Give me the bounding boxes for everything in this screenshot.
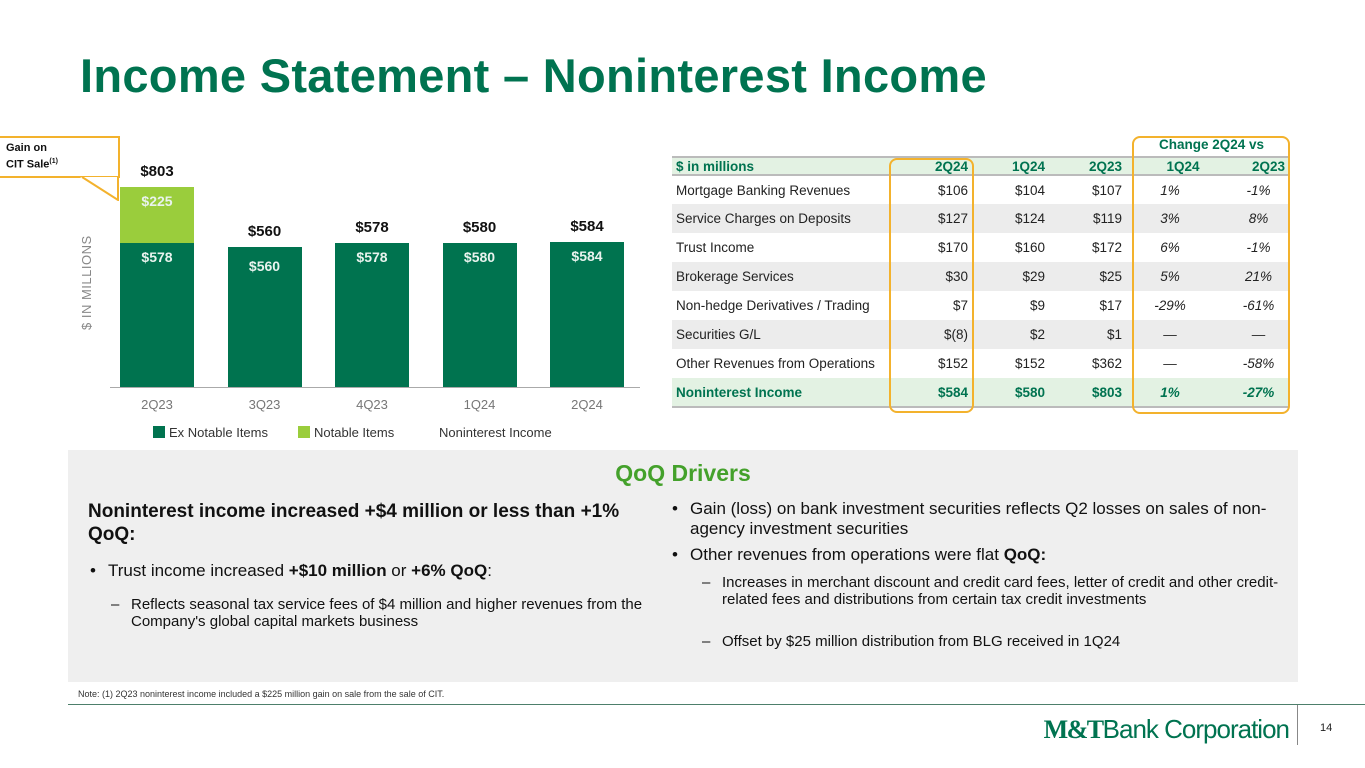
- table-cell: Trust Income: [676, 240, 755, 255]
- table-cell: 1%: [1126, 378, 1214, 407]
- table-cell: $29: [972, 262, 1049, 291]
- table-cell: $7: [952, 298, 968, 313]
- logo-mt: M&T: [1043, 715, 1103, 744]
- table-cell: $25: [1049, 262, 1126, 291]
- left-heading: Noninterest income increased +$4 million or less than +1% QoQ:: [88, 501, 620, 545]
- bar-value-label: $225: [141, 192, 173, 209]
- left-bullet: [108, 561, 628, 581]
- legend-ex-notable: [153, 425, 268, 440]
- company-logo: [1044, 714, 1289, 745]
- x-tick-label: 2Q24: [571, 397, 603, 412]
- table-cell: —: [1163, 356, 1177, 371]
- bar-value-label: $580: [463, 248, 496, 265]
- x-tick-label: 4Q23: [356, 397, 388, 412]
- bar-value-label: $578: [356, 249, 388, 265]
- table-cell: $119: [1049, 204, 1126, 233]
- left-sub-bullet: – Reflects seasonal tax service fees of $4 million and higher revenues from the Company's global capital markets business: [131, 596, 651, 630]
- table-cell: -61%: [1242, 298, 1275, 313]
- table-cell: $170: [937, 240, 968, 255]
- page-number: 14: [1320, 722, 1333, 734]
- legend-label: Noninterest Income: [439, 425, 552, 440]
- table-cell: -1%: [1246, 240, 1271, 255]
- x-axis-line: [110, 387, 640, 388]
- table-cell: $127: [887, 204, 972, 233]
- logo-text: Bank Corporation: [1102, 714, 1289, 744]
- table-cell: $580: [972, 378, 1049, 407]
- table-cell: $160: [1014, 240, 1045, 255]
- table-cell: $17: [1099, 298, 1122, 313]
- table-cell: Securities G/L: [672, 320, 887, 349]
- text: QoQ:: [1003, 545, 1047, 564]
- text: +6% QoQ: [411, 561, 488, 580]
- right-bullet-1: • Gain (loss) on bank investment securities reflects Q2 losses on sales of non-agency investment securities: [690, 499, 1270, 539]
- right-sub-bullet-2: – Offset by $25 million distribution from BLG received in 1Q24: [722, 633, 1282, 650]
- footnote: Note: (1) 2Q23 noninterest income included a $225 million gain on sale from the sale of CIT.: [78, 689, 445, 699]
- table-cell: Other Revenues from Operations: [676, 356, 875, 371]
- text: :: [487, 561, 492, 580]
- bar-value-label: $584: [571, 247, 603, 264]
- legend-total: [439, 425, 552, 440]
- table-cell: $(8): [887, 320, 972, 349]
- bar-value-label: $578: [141, 249, 173, 265]
- callout-footnote: (1): [49, 158, 58, 165]
- legend-label: Ex Notable Items: [169, 425, 268, 440]
- col-label: $ in millions: [672, 157, 887, 175]
- total-label: $580: [462, 218, 497, 236]
- table-cell: 21%: [1214, 262, 1289, 291]
- table-cell: —: [1126, 320, 1214, 349]
- table-cell: $803: [1049, 378, 1126, 407]
- y-axis-label: $ IN MILLIONS: [79, 235, 94, 330]
- table-cell: 1%: [1160, 182, 1180, 198]
- table-cell: Noninterest Income: [672, 378, 887, 407]
- table-cell: $107: [1091, 182, 1122, 198]
- table-cell: Brokerage Services: [672, 262, 887, 291]
- highlight-change-columns: [1132, 136, 1290, 414]
- table-cell: -27%: [1214, 378, 1289, 407]
- text: +$10 million: [288, 561, 387, 580]
- footer-divider: [1297, 705, 1298, 745]
- legend-label: Notable Items: [314, 425, 395, 440]
- callout-line2: CIT Sale: [6, 158, 50, 171]
- x-tick-label: 2Q23: [141, 397, 173, 412]
- x-tick-label: 1Q24: [463, 397, 496, 412]
- callout-gain-on-cit-sale: [0, 136, 120, 178]
- table-cell: 5%: [1126, 262, 1214, 291]
- table-cell: $2: [972, 320, 1049, 349]
- col-2q24: 2Q24: [887, 157, 972, 175]
- callout-line1: Gain on: [6, 142, 47, 154]
- legend-notable: [298, 425, 394, 440]
- table-cell: 8%: [1214, 204, 1289, 233]
- table-cell: $362: [1091, 356, 1122, 371]
- highlight-2q24-column: [889, 158, 974, 413]
- table-cell: $30: [887, 262, 972, 291]
- col-1q24: 1Q24: [972, 157, 1049, 175]
- qoq-heading: QoQ Drivers: [615, 460, 751, 486]
- change-header: Change 2Q24 vs: [1158, 137, 1265, 152]
- table-cell: $152: [1014, 356, 1045, 371]
- table-cell: -58%: [1242, 356, 1275, 371]
- legend-swatch: [298, 426, 310, 438]
- right-bullet-2: [690, 545, 1270, 565]
- callout-tail: [80, 176, 120, 201]
- table-cell: -1%: [1246, 182, 1271, 198]
- table-cell: $152: [937, 356, 968, 371]
- footer-rule: [68, 704, 1365, 705]
- text: or: [386, 561, 412, 580]
- table-cell: $172: [1091, 240, 1122, 255]
- col-chg-2q23: 2Q23: [1214, 157, 1289, 175]
- right-sub-bullet-1: – Increases in merchant discount and credit card fees, letter of credit and other credit-related fees and distributions from certain tax credit investments: [722, 574, 1282, 608]
- x-tick-label: 3Q23: [248, 397, 281, 412]
- col-chg-1q24: 1Q24: [1126, 157, 1214, 175]
- total-label: $584: [570, 217, 604, 235]
- table-cell: Mortgage Banking Revenues: [676, 182, 851, 198]
- table-cell: 6%: [1160, 240, 1180, 255]
- total-label: $803: [140, 162, 174, 180]
- table-cell: Service Charges on Deposits: [672, 204, 887, 233]
- table-cell: 3%: [1126, 204, 1214, 233]
- bar-value-label: $560: [248, 258, 281, 275]
- total-label: $578: [355, 219, 389, 236]
- table-cell: -29%: [1154, 298, 1186, 313]
- page-title: Income Statement – Noninterest Income: [80, 49, 987, 102]
- legend-swatch: [153, 426, 165, 438]
- table-cell: $9: [1029, 298, 1045, 313]
- col-2q23: 2Q23: [1049, 157, 1126, 175]
- table-cell: $584: [887, 378, 972, 407]
- table-cell: —: [1214, 320, 1289, 349]
- text: Other revenues from operations were flat: [690, 545, 1004, 564]
- table-cell: $124: [972, 204, 1049, 233]
- table-cell: Non-hedge Derivatives / Trading: [676, 298, 870, 313]
- table-cell: $104: [1014, 182, 1045, 198]
- table-cell: $1: [1049, 320, 1126, 349]
- qoq-drivers-panel: [68, 450, 1298, 682]
- text: Trust income increased: [108, 561, 289, 580]
- total-label: $560: [247, 223, 282, 241]
- table-cell: $106: [937, 182, 968, 198]
